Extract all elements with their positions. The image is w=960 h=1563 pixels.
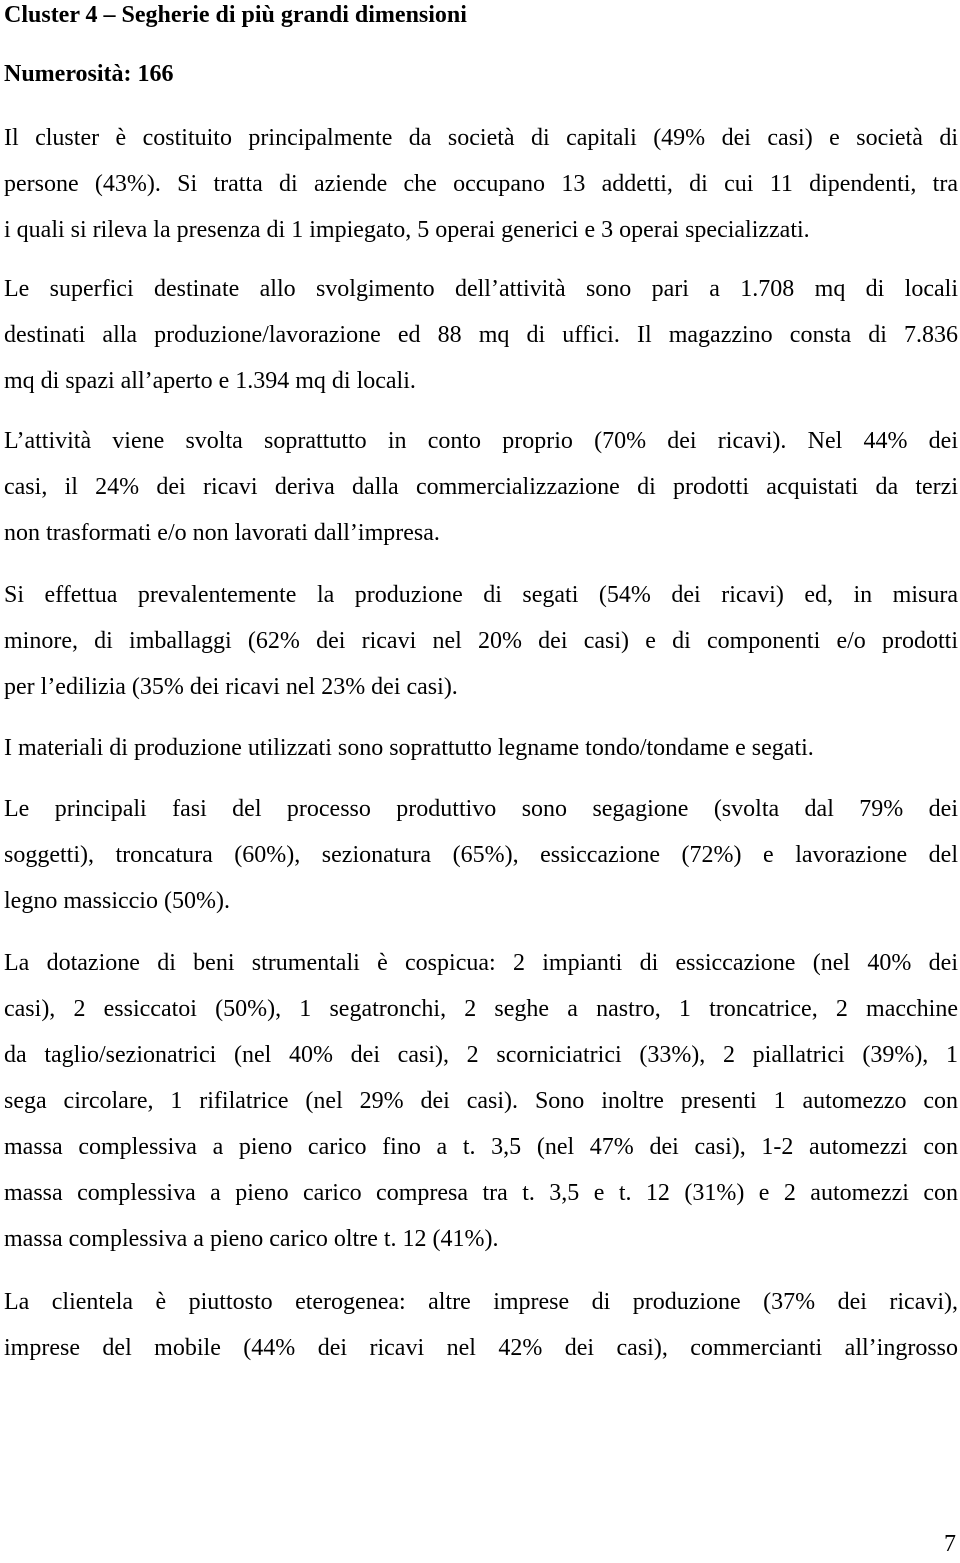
- paragraph-line: casi, il 24% dei ricavi deriva dalla commercializzazione di prodotti acquistati da terzi: [4, 474, 958, 500]
- paragraph-line: Le superfici destinate allo svolgimento dell’attività sono pari a 1.708 mq di locali: [4, 276, 958, 302]
- paragraph-clients: [4, 1279, 958, 1371]
- paragraph-line: sega circolare, 1 rifilatrice (nel 29% dei casi). Sono inoltre presenti 1 automezzo con: [4, 1088, 958, 1114]
- page-number: 7: [944, 1531, 956, 1557]
- cluster-count: Numerosità: 166: [4, 61, 174, 87]
- section-title: Cluster 4 – Segherie di più grandi dimensioni: [4, 2, 467, 28]
- paragraph-line: L’attività viene svolta soprattutto in conto proprio (70% dei ricavi). Nel 44% dei: [4, 428, 958, 454]
- paragraph-line: imprese del mobile (44% dei ricavi nel 42% dei casi), commercianti all’ingrosso: [4, 1335, 958, 1361]
- paragraph-line: da taglio/sezionatrici (nel 40% dei casi), 2 scorniciatrici (33%), 2 piallatrici (39%), 1: [4, 1042, 958, 1068]
- paragraph-line: Si effettua prevalentemente la produzione di segati (54% dei ricavi) ed, in misura: [4, 582, 958, 608]
- paragraph-line: minore, di imballaggi (62% dei ricavi nel 20% dei casi) e di componenti e/o prodotti: [4, 628, 958, 654]
- paragraph-process-phases: [4, 786, 958, 924]
- paragraph-line: Il cluster è costituito principalmente da società di capitali (49% dei casi) e società di: [4, 125, 958, 151]
- paragraph-line: massa complessiva a pieno carico compresa tra t. 3,5 e t. 12 (31%) e 2 automezzi con: [4, 1180, 958, 1206]
- paragraph-line: destinati alla produzione/lavorazione ed 88 mq di uffici. Il magazzino consta di 7.836: [4, 322, 958, 348]
- paragraph-activity: [4, 418, 958, 556]
- paragraph-surfaces: [4, 266, 958, 404]
- paragraph-line: La clientela è piuttosto eterogenea: altre imprese di produzione (37% dei ricavi),: [4, 1289, 958, 1315]
- paragraph-line: Le principali fasi del processo produttivo sono segagione (svolta dal 79% dei: [4, 796, 958, 822]
- paragraph-line: I materiali di produzione utilizzati sono soprattutto legname tondo/tondame e segati.: [4, 735, 814, 761]
- paragraph-materials: [4, 725, 958, 771]
- paragraph-line: non trasformati e/o non lavorati dall’impresa.: [4, 520, 440, 546]
- paragraph-equipment: [4, 940, 958, 1262]
- paragraph-line: massa complessiva a pieno carico oltre t. 12 (41%).: [4, 1226, 499, 1252]
- paragraph-composition: [4, 115, 958, 253]
- paragraph-line: mq di spazi all’aperto e 1.394 mq di locali.: [4, 368, 416, 394]
- paragraph-line: persone (43%). Si tratta di aziende che occupano 13 addetti, di cui 11 dipendenti, tra: [4, 171, 958, 197]
- paragraph-line: per l’edilizia (35% dei ricavi nel 23% dei casi).: [4, 674, 458, 700]
- paragraph-line: legno massiccio (50%).: [4, 888, 230, 914]
- paragraph-line: i quali si rileva la presenza di 1 impiegato, 5 operai generici e 3 operai specializzati.: [4, 217, 810, 243]
- paragraph-production: [4, 572, 958, 710]
- paragraph-line: soggetti), troncatura (60%), sezionatura (65%), essiccazione (72%) e lavorazione del: [4, 842, 958, 868]
- paragraph-line: casi), 2 essiccatoi (50%), 1 segatronchi, 2 seghe a nastro, 1 troncatrice, 2 macchine: [4, 996, 958, 1022]
- paragraph-line: La dotazione di beni strumentali è cospicua: 2 impianti di essiccazione (nel 40% dei: [4, 950, 958, 976]
- paragraph-line: massa complessiva a pieno carico fino a t. 3,5 (nel 47% dei casi), 1-2 automezzi con: [4, 1134, 958, 1160]
